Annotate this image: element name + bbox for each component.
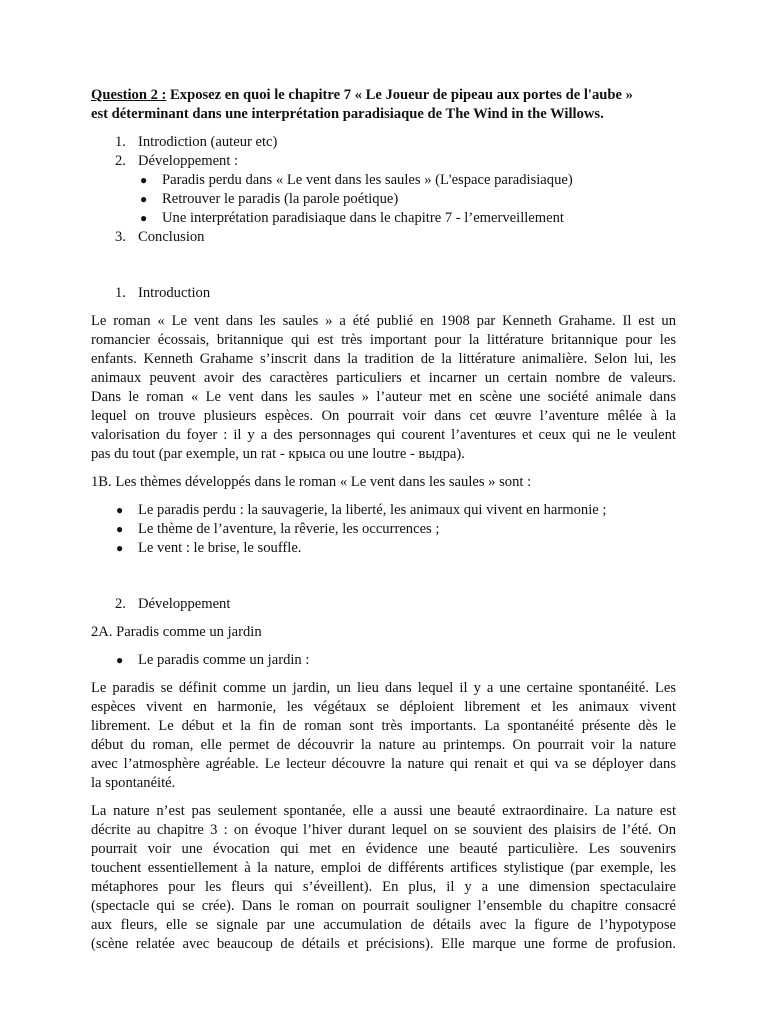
bullet-icon: ● [116, 541, 124, 555]
theme-bullet: Le vent : le brise, le souffle. [138, 540, 302, 556]
intro-line: animaux peuvent avoir des caractères particuliers et incarner un certain nombre de valeurs. [91, 370, 676, 386]
outline-item-developpement: Développement : [138, 153, 239, 169]
paragraph-line: la spontanéité. [91, 775, 176, 791]
intro-line: Dans le roman « Le vent dans les saules » l’auteur met en scène une société animale dans [91, 389, 676, 405]
paragraph-line: touchent essentiellement à la nature, emploi de différents artifices stylistique (par exemple, les [91, 860, 676, 876]
paragraph-line: aux fleurs, elle se signale par une accumulation de détails avec la figure de l’hypotypose [91, 917, 676, 933]
question-title-line-2: est déterminant dans une interprétation paradisiaque de The Wind in the Willows. [91, 106, 604, 122]
outline-item-introduction: Introdiction (auteur etc) [138, 134, 278, 150]
section-num: 1. [115, 285, 126, 301]
section-heading-developpement: Développement [138, 596, 231, 612]
paragraph-line: (spectacle qui se crée). Dans le roman on pourrait souligner l’ensemble du chapitre consacré [91, 898, 676, 914]
development-bullet: Le paradis comme un jardin : [138, 652, 310, 668]
intro-line: valorisation du foyer : il y a des personnages qui courent l’aventures et ceux qui ne le veulent [91, 427, 676, 443]
question-title-line-1 [91, 86, 633, 105]
bullet-icon: ● [140, 211, 148, 225]
intro-line: romancier écossais, britannique qui est très important pour la littérature britannique pour les [91, 332, 676, 348]
bullet-icon: ● [116, 653, 124, 667]
intro-line: pas du tout (par exemple, un rat - крыса ou une loutre - выдра). [91, 446, 465, 462]
section-num: 2. [115, 596, 126, 612]
intro-line: enfants. Kenneth Grahame s’inscrit dans la tradition de la littérature animalière. Selon lui, les [91, 351, 676, 367]
bullet-icon: ● [116, 503, 124, 517]
outline-num: 3. [115, 229, 126, 245]
paragraph-line: (scène relatée avec beaucoup de détails et précisions). Elle marque une forme de profusion. [91, 936, 676, 952]
intro-line: lequel on trouve plusieurs espèces. On pourrait voir dans cet œuvre l’aventure mêlée à la [91, 408, 676, 424]
themes-heading: 1B. Les thèmes développés dans le roman « Le vent dans les saules » sont : [91, 474, 532, 490]
outline-num: 1. [115, 134, 126, 150]
paragraph-line: décrite au chapitre 3 : on évoque l’hiver durant lequel on se souvient des plaisirs de l’été. On [91, 822, 676, 838]
paragraph-line: librement. Le début et la fin de roman sont très importants. La spontanéité présente dès le [91, 718, 676, 734]
outline-bullet: Une interprétation paradisiaque dans le chapitre 7 - l’emerveillement [162, 210, 564, 226]
bullet-icon: ● [140, 173, 148, 187]
bullet-icon: ● [116, 522, 124, 536]
theme-bullet: Le paradis perdu : la sauvagerie, la liberté, les animaux qui vivent en harmonie ; [138, 502, 607, 518]
bullet-icon: ● [140, 192, 148, 206]
theme-bullet: Le thème de l’aventure, la rêverie, les occurrences ; [138, 521, 440, 537]
intro-line: Le roman « Le vent dans les saules » a été publié en 1908 par Kenneth Grahame. Il est un [91, 313, 676, 329]
section-heading-introduction: Introduction [138, 285, 211, 301]
subsection-heading: 2A. Paradis comme un jardin [91, 624, 262, 640]
paragraph-line: métaphores pour les fleurs qui s’éveillent). En plus, il y a une dimension spectaculaire [91, 879, 676, 895]
paragraph-line: début du roman, elle permet de découvrir la nature au printemps. On pourrait voir la nature [91, 737, 676, 753]
outline-bullet: Retrouver le paradis (la parole poétique) [162, 191, 399, 207]
question-label: Question 2 : [91, 87, 167, 103]
paragraph-line: Le paradis se définit comme un jardin, un lieu dans lequel il y a une certaine spontanéité. Les [91, 680, 676, 696]
question-title-text: Exposez en quoi le chapitre 7 « Le Joueur de pipeau aux portes de l'aube » [166, 87, 633, 103]
outline-item-conclusion: Conclusion [138, 229, 205, 245]
paragraph-line: espèces vivent en harmonie, les végétaux se déploient librement et les animaux vivent [91, 699, 676, 715]
paragraph-line: pourrait voir une évocation qui met en évidence une beauté particulière. Les souvenirs [91, 841, 676, 857]
outline-bullet: Paradis perdu dans « Le vent dans les saules » (L'espace paradisiaque) [162, 172, 573, 188]
paragraph-line: La nature n’est pas seulement spontanée, elle a aussi une beauté extraordinaire. La nature est [91, 803, 676, 819]
paragraph-line: avec l’atmosphère agréable. Le lecteur découvre la nature qui renait et qui va se déployer dans [91, 756, 676, 772]
outline-num: 2. [115, 153, 126, 169]
